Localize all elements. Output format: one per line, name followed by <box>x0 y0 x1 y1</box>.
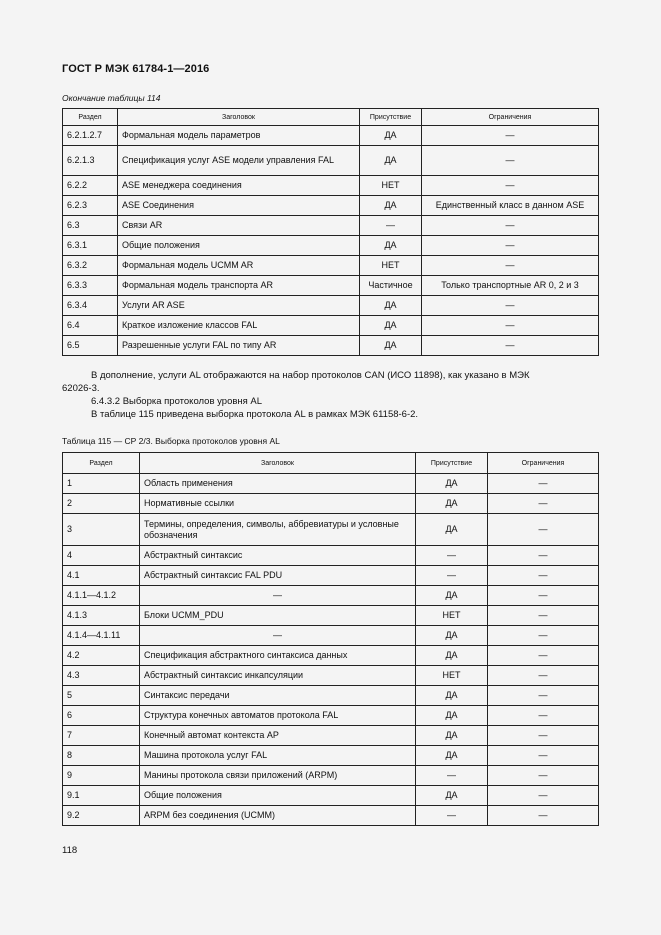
cell-title: Конечный автомат контекста AP <box>140 726 416 746</box>
cell-title: Область применения <box>140 474 416 494</box>
cell-section: 4.2 <box>63 646 140 666</box>
table-row <box>63 316 599 336</box>
cell-presence: ДА <box>416 686 488 706</box>
cell-section: 9.1 <box>63 786 140 806</box>
cell-restrictions: — <box>422 126 599 146</box>
table-row <box>63 216 599 236</box>
cell-title: Общие положения <box>140 786 416 806</box>
cell-restrictions: — <box>488 546 599 566</box>
table-row <box>63 514 599 546</box>
cell-presence: НЕТ <box>360 256 422 276</box>
cell-restrictions: — <box>488 646 599 666</box>
table-row <box>63 586 599 606</box>
table-row <box>63 746 599 766</box>
table1-caption: Окончание таблицы 114 <box>62 93 161 103</box>
column-header: Присутствие <box>416 453 488 474</box>
cell-restrictions: Только транспортные AR 0, 2 и 3 <box>422 276 599 296</box>
table-114-end <box>62 108 599 356</box>
paragraph-line-2: 62026-3. <box>62 383 100 394</box>
table-row <box>63 566 599 586</box>
table-row <box>63 606 599 626</box>
cell-section: 3 <box>63 514 140 546</box>
cell-presence: ДА <box>416 726 488 746</box>
cell-restrictions: — <box>488 514 599 546</box>
cell-section: 6.3.1 <box>63 236 118 256</box>
cell-presence: ДА <box>360 316 422 336</box>
cell-section: 2 <box>63 494 140 514</box>
column-header: Ограничения <box>422 109 599 126</box>
cell-presence: ДА <box>416 626 488 646</box>
cell-restrictions: — <box>488 606 599 626</box>
cell-presence: ДА <box>360 296 422 316</box>
cell-restrictions: — <box>488 566 599 586</box>
cell-section: 4.3 <box>63 666 140 686</box>
cell-restrictions: — <box>422 316 599 336</box>
cell-presence: — <box>416 806 488 826</box>
cell-title: Структура конечных автоматов протокола FAL <box>140 706 416 726</box>
table-row <box>63 176 599 196</box>
cell-restrictions: — <box>422 256 599 276</box>
cell-restrictions: — <box>488 586 599 606</box>
cell-section: 4.1 <box>63 566 140 586</box>
cell-section: 9.2 <box>63 806 140 826</box>
page-header: ГОСТ Р МЭК 61784-1—2016 <box>62 63 210 75</box>
cell-section: 6.3 <box>63 216 118 236</box>
cell-title: ARPM без соединения (UCMM) <box>140 806 416 826</box>
cell-presence: — <box>416 766 488 786</box>
table2-caption: Таблица 115 — СР 2/3. Выборка протоколов уровня AL <box>62 436 280 446</box>
cell-presence: ДА <box>416 746 488 766</box>
cell-restrictions: — <box>488 806 599 826</box>
cell-title: Абстрактный синтаксис инкапсуляции <box>140 666 416 686</box>
paragraph-line-1: В дополнение, услуги AL отображаются на набор протоколов CAN (ИСО 11898), как указано в МЭК <box>91 370 530 381</box>
cell-restrictions: — <box>422 176 599 196</box>
cell-title: ASE Соединения <box>118 196 360 216</box>
cell-presence: НЕТ <box>416 606 488 626</box>
cell-restrictions: — <box>488 474 599 494</box>
cell-title: ASE менеджера соединения <box>118 176 360 196</box>
cell-title: Синтаксис передачи <box>140 686 416 706</box>
cell-restrictions: Единственный класс в данном ASE <box>422 196 599 216</box>
table-row <box>63 126 599 146</box>
section-heading: 6.4.3.2 Выборка протоколов уровня AL <box>91 396 263 407</box>
cell-restrictions: — <box>488 686 599 706</box>
cell-presence: ДА <box>416 494 488 514</box>
table-row <box>63 726 599 746</box>
cell-presence: ДА <box>416 514 488 546</box>
cell-section: 8 <box>63 746 140 766</box>
cell-restrictions: — <box>488 626 599 646</box>
cell-title: Разрешенные услуги FAL по типу AR <box>118 336 360 356</box>
cell-section: 6.3.2 <box>63 256 118 276</box>
cell-section: 1 <box>63 474 140 494</box>
cell-title: — <box>140 586 416 606</box>
cell-section: 4.1.3 <box>63 606 140 626</box>
cell-title: Спецификация услуг ASE модели управления FAL <box>118 146 360 176</box>
table-row <box>63 336 599 356</box>
cell-restrictions: — <box>488 494 599 514</box>
cell-restrictions: — <box>488 786 599 806</box>
cell-title: Нормативные ссылки <box>140 494 416 514</box>
table-row <box>63 546 599 566</box>
cell-title: Манины протокола связи приложений (ARPM) <box>140 766 416 786</box>
cell-presence: ДА <box>360 336 422 356</box>
cell-presence: ДА <box>416 474 488 494</box>
cell-presence: ДА <box>360 126 422 146</box>
cell-restrictions: — <box>488 726 599 746</box>
table-row <box>63 706 599 726</box>
cell-presence: ДА <box>360 196 422 216</box>
cell-restrictions: — <box>488 746 599 766</box>
cell-section: 6.3.3 <box>63 276 118 296</box>
cell-restrictions: — <box>488 706 599 726</box>
cell-restrictions: — <box>422 236 599 256</box>
page-number: 118 <box>62 845 78 856</box>
table-row <box>63 646 599 666</box>
cell-restrictions: — <box>422 146 599 176</box>
column-header: Заголовок <box>140 453 416 474</box>
cell-title: Формальная модель транспорта AR <box>118 276 360 296</box>
column-header: Ограничения <box>488 453 599 474</box>
table-row <box>63 256 599 276</box>
cell-presence: НЕТ <box>416 666 488 686</box>
cell-presence: — <box>416 546 488 566</box>
table-row <box>63 146 599 176</box>
cell-section: 4.1.4—4.1.11 <box>63 626 140 646</box>
cell-presence: — <box>416 566 488 586</box>
cell-section: 6.2.1.3 <box>63 146 118 176</box>
cell-section: 6.3.4 <box>63 296 118 316</box>
cell-presence: ДА <box>416 786 488 806</box>
cell-section: 4.1.1—4.1.2 <box>63 586 140 606</box>
cell-presence: ДА <box>416 646 488 666</box>
cell-presence: — <box>360 216 422 236</box>
cell-title: Абстрактный синтаксис <box>140 546 416 566</box>
cell-title: Блоки UCMM_PDU <box>140 606 416 626</box>
cell-section: 6.5 <box>63 336 118 356</box>
cell-presence: Частичное <box>360 276 422 296</box>
table-row <box>63 236 599 256</box>
cell-title: Краткое изложение классов FAL <box>118 316 360 336</box>
cell-title: Связи AR <box>118 216 360 236</box>
cell-title: Формальная модель параметров <box>118 126 360 146</box>
table-row <box>63 196 599 216</box>
cell-section: 4 <box>63 546 140 566</box>
cell-section: 6.2.1.2.7 <box>63 126 118 146</box>
table-115 <box>62 452 599 826</box>
cell-section: 7 <box>63 726 140 746</box>
table-row <box>63 786 599 806</box>
cell-presence: ДА <box>360 146 422 176</box>
cell-title: Абстрактный синтаксис FAL PDU <box>140 566 416 586</box>
cell-restrictions: — <box>422 216 599 236</box>
table-row <box>63 806 599 826</box>
column-header: Присутствие <box>360 109 422 126</box>
cell-title: Спецификация абстрактного синтаксиса данных <box>140 646 416 666</box>
cell-restrictions: — <box>422 296 599 316</box>
cell-presence: ДА <box>416 706 488 726</box>
cell-section: 6.2.2 <box>63 176 118 196</box>
cell-presence: НЕТ <box>360 176 422 196</box>
column-header: Раздел <box>63 453 140 474</box>
paragraph-table-ref: В таблице 115 приведена выборка протокола AL в рамках МЭК 61158-6-2. <box>91 409 419 420</box>
cell-title: — <box>140 626 416 646</box>
cell-presence: ДА <box>360 236 422 256</box>
cell-section: 6.2.3 <box>63 196 118 216</box>
cell-restrictions: — <box>488 666 599 686</box>
cell-section: 9 <box>63 766 140 786</box>
table-row <box>63 626 599 646</box>
cell-title: Общие положения <box>118 236 360 256</box>
cell-title: Машина протокола услуг FAL <box>140 746 416 766</box>
column-header: Раздел <box>63 109 118 126</box>
table-row <box>63 474 599 494</box>
cell-title: Услуги AR ASE <box>118 296 360 316</box>
table-row <box>63 494 599 514</box>
table-row <box>63 296 599 316</box>
table-row <box>63 276 599 296</box>
cell-restrictions: — <box>488 766 599 786</box>
cell-presence: ДА <box>416 586 488 606</box>
table-row <box>63 666 599 686</box>
cell-restrictions: — <box>422 336 599 356</box>
cell-section: 6.4 <box>63 316 118 336</box>
cell-section: 5 <box>63 686 140 706</box>
table-row <box>63 686 599 706</box>
cell-section: 6 <box>63 706 140 726</box>
column-header: Заголовок <box>118 109 360 126</box>
cell-title: Термины, определения, символы, аббревиатуры и условные обозначения <box>140 514 416 546</box>
cell-title: Формальная модель UCMM AR <box>118 256 360 276</box>
table-row <box>63 766 599 786</box>
